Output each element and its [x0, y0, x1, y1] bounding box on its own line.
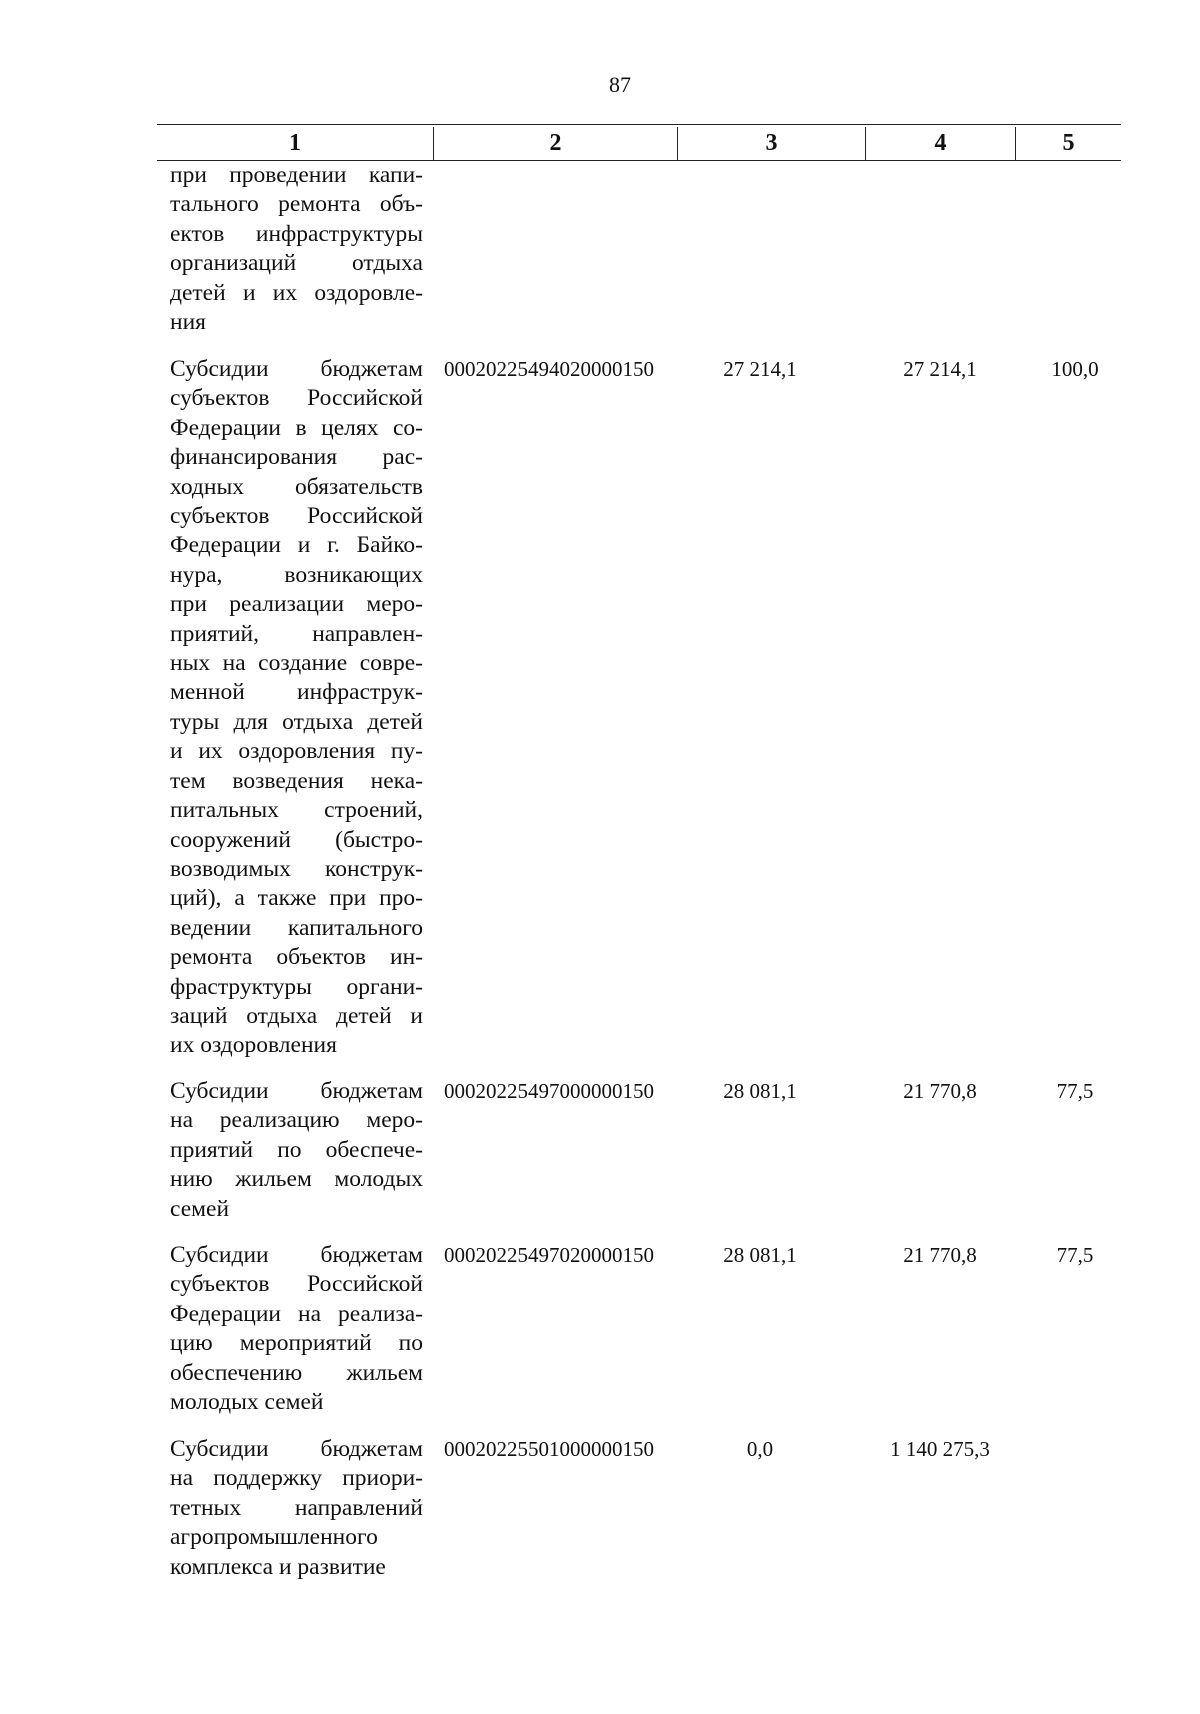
description-line: их оздоровления — [170, 1032, 337, 1059]
description-line: ных на создание совре- — [170, 650, 423, 677]
table-row-3-description — [170, 1241, 423, 1417]
description-line: приятий, направлен- — [170, 620, 423, 647]
description-line: при проведении капи- — [170, 162, 423, 188]
description-line: ций), а также при про- — [170, 885, 423, 912]
table-row-2-col5: 77,5 — [1056, 1079, 1094, 1103]
description-line: молодых семей — [170, 1389, 324, 1416]
description-line: на реализацию меро- — [170, 1107, 423, 1134]
description-line: обеспечению жильем — [170, 1359, 423, 1386]
header-col-4: 4 — [866, 127, 1016, 160]
description-line: нию жильем молодых — [170, 1166, 423, 1193]
description-line: Федерации и г. Байко- — [170, 532, 423, 559]
description-line: финансирования рас- — [170, 444, 423, 471]
table-header-row — [157, 127, 1121, 161]
description-line: тетных направлений — [170, 1494, 423, 1521]
table-row-2-col4: 21 770,8 — [903, 1079, 977, 1103]
description-line: субъектов Российской — [170, 503, 423, 530]
table-row-2-description — [170, 1077, 423, 1224]
page-number: 87 — [609, 72, 631, 97]
table-row-1-col3: 27 214,1 — [723, 357, 797, 381]
description-line: организаций отдыха — [170, 250, 423, 277]
description-line: ремонта объектов ин- — [170, 944, 423, 971]
table-row-2-code: 00020225497000000150 — [444, 1079, 654, 1103]
description-line: заций отдыха детей и — [170, 1002, 423, 1029]
description-line: Федерации в целях со- — [170, 414, 423, 441]
description-line: комплекса и развитие — [170, 1553, 386, 1580]
description-line: ния — [170, 309, 206, 336]
table-top-rule — [157, 124, 1121, 125]
table-row-1-col5: 100,0 — [1051, 357, 1099, 381]
description-line: на поддержку приори- — [170, 1465, 423, 1492]
description-line: менной инфраструк- — [170, 679, 423, 706]
description-line: детей и их оздоровле- — [170, 279, 423, 306]
description-line: семей — [170, 1195, 230, 1222]
header-col-2: 2 — [434, 127, 678, 160]
description-line: туры для отдыха детей — [170, 708, 423, 735]
table-row-4-code: 00020225501000000150 — [444, 1437, 654, 1461]
description-line: тального ремонта объ- — [170, 191, 423, 218]
description-line: Субсидии бюджетам — [170, 1078, 423, 1104]
table-row-1-col4: 27 214,1 — [903, 357, 977, 381]
table-row-3-col4: 21 770,8 — [903, 1243, 977, 1267]
table-row-4-col3: 0,0 — [746, 1437, 774, 1461]
description-line: при реализации меро- — [170, 591, 423, 618]
description-line: возводимых конструк- — [170, 855, 423, 882]
table-row-2-col3: 28 081,1 — [723, 1079, 797, 1103]
header-col-5: 5 — [1062, 130, 1075, 156]
description-line: фраструктуры органи- — [170, 973, 423, 1000]
description-line: агропромышленного — [170, 1524, 378, 1551]
description-line: тем возведения нека- — [170, 767, 423, 794]
table-row-4-col4: 1 140 275,3 — [890, 1437, 990, 1461]
description-line: и их оздоровления пу- — [170, 738, 423, 765]
description-line: цию мероприятий по — [170, 1330, 423, 1357]
table-row-4-description — [170, 1435, 423, 1582]
description-line: Субсидии бюджетам — [170, 1242, 423, 1268]
description-line: ектов инфраструктуры — [170, 220, 423, 247]
table-row-1-description — [170, 355, 423, 1061]
table-row-3-col5: 77,5 — [1056, 1243, 1094, 1267]
header-col-3: 3 — [678, 127, 866, 160]
description-line: приятий по обеспече- — [170, 1136, 423, 1163]
table-row-3-code: 00020225497020000150 — [444, 1243, 654, 1267]
description-line: сооружений (быстро- — [170, 826, 423, 853]
description-line: Субсидии бюджетам — [170, 1436, 423, 1462]
description-line: ведении капитального — [170, 914, 423, 941]
description-line: Федерации на реализа- — [170, 1300, 423, 1327]
description-line: субъектов Российской — [170, 385, 423, 412]
description-line: субъектов Российской — [170, 1271, 423, 1298]
header-col-1: 1 — [157, 127, 434, 160]
table-row-0-description — [170, 161, 423, 337]
description-line: ходных обязательств — [170, 473, 423, 500]
description-line: Субсидии бюджетам — [170, 356, 423, 382]
table-row-1-code: 00020225494020000150 — [444, 357, 654, 381]
table-row-3-col3: 28 081,1 — [723, 1243, 797, 1267]
description-line: питальных строений, — [170, 797, 423, 824]
description-line: нура, возникающих — [170, 561, 423, 588]
